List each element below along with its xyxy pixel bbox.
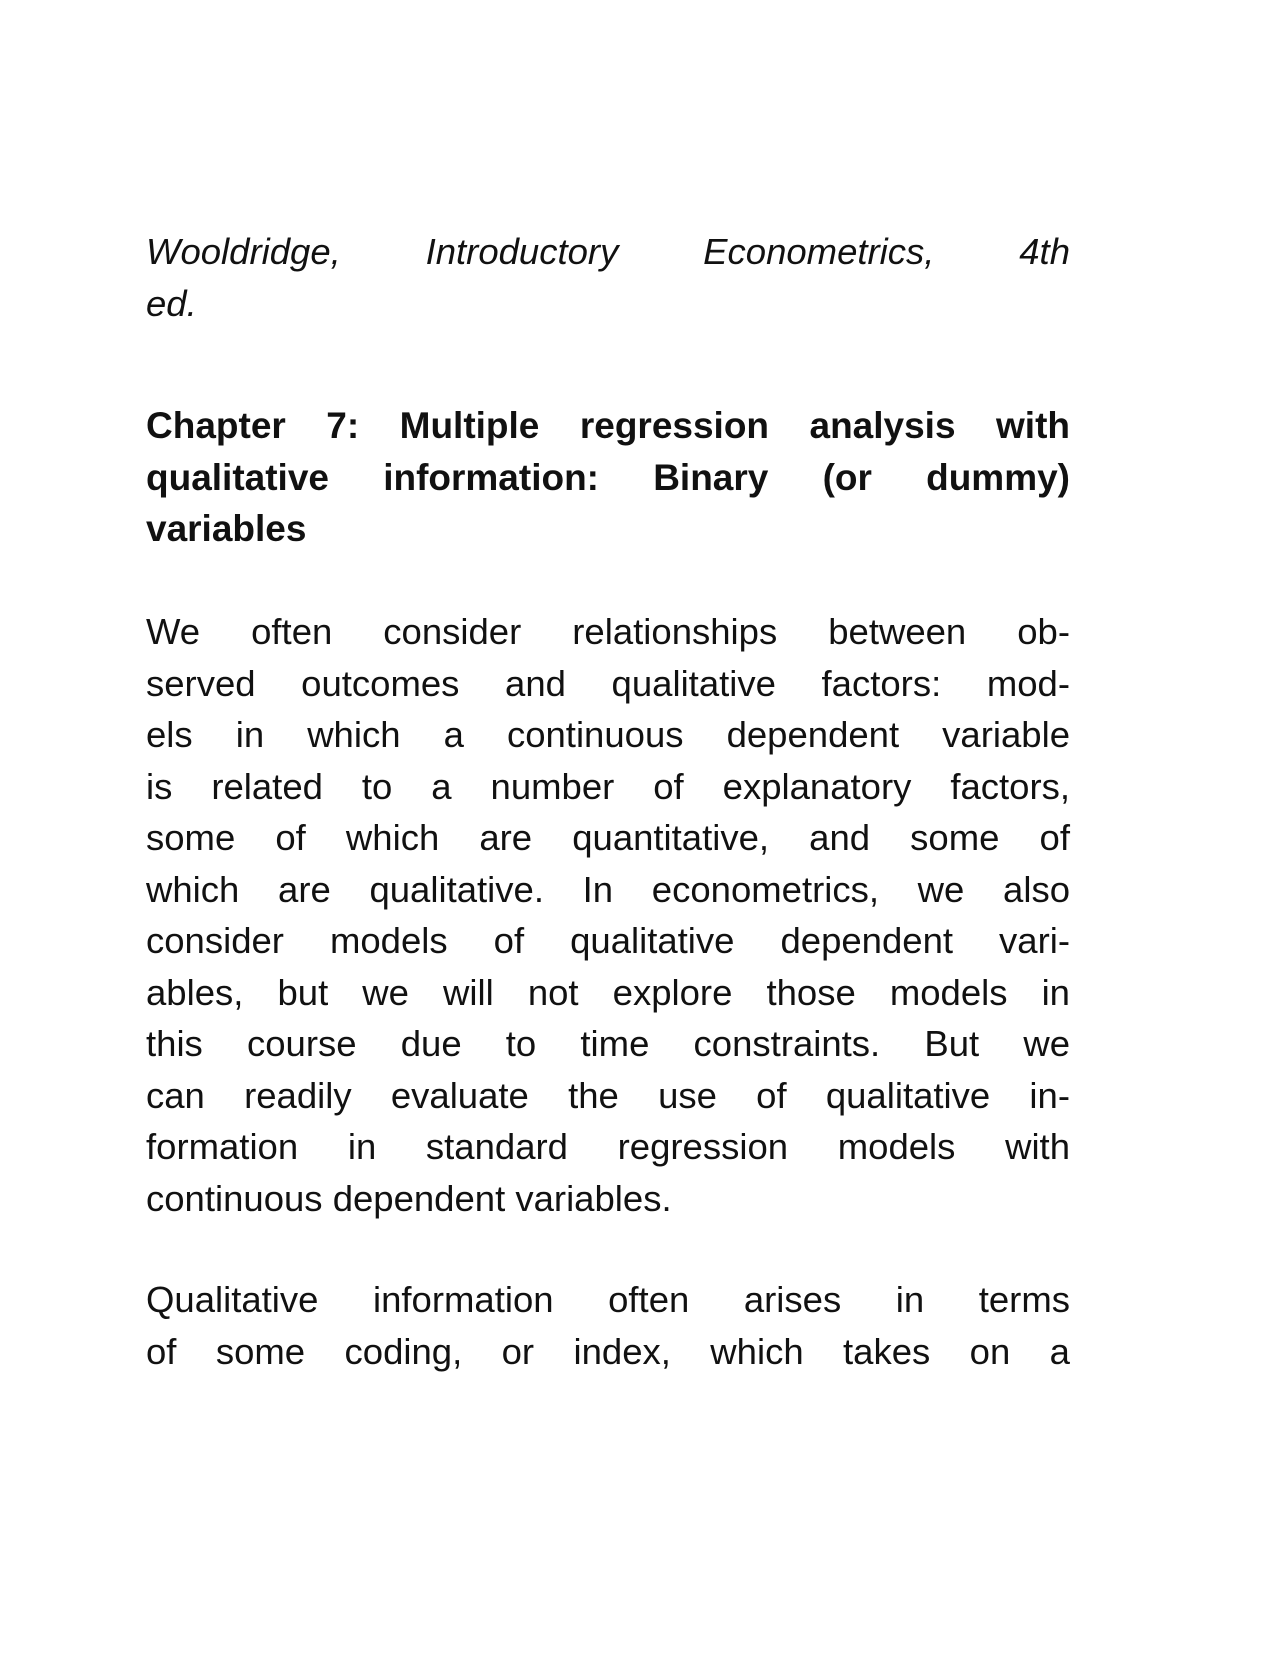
reference-line: ed. (146, 282, 197, 324)
paragraph-line: some of which are quantitative, and some of (146, 817, 1070, 858)
paragraph-line: ables, but we will not explore those models in (146, 971, 1070, 1013)
paragraph-line: can readily evaluate the use of qualitative in- (146, 1074, 1070, 1116)
paragraph-line: consider models of qualitative dependent vari- (146, 920, 1070, 961)
paragraph-line: continuous dependent variables. (146, 1177, 672, 1219)
heading-line: variables (146, 508, 307, 549)
heading-line: qualitative information: Binary (or dummy) (146, 456, 1070, 498)
reference-citation (146, 226, 1070, 329)
body-paragraph-2 (146, 1274, 1070, 1377)
reference-line: Wooldridge, Introductory Econometrics, 4th (146, 231, 1070, 272)
paragraph-line: We often consider relationships between ob- (146, 611, 1070, 652)
paragraph-line: this course due to time constraints. But we (146, 1023, 1070, 1064)
paragraph-line: els in which a continuous dependent variable (146, 714, 1070, 755)
chapter-heading (146, 400, 1070, 555)
body-paragraph-1 (146, 606, 1070, 1224)
paragraph-line: formation in standard regression models with (146, 1126, 1070, 1167)
paragraph-line: which are qualitative. In econometrics, we also (146, 868, 1070, 910)
heading-line: Chapter 7: Multiple regression analysis with (146, 405, 1070, 446)
paragraph-line: served outcomes and qualitative factors: mod- (146, 662, 1070, 704)
paragraph-line: Qualitative information often arises in terms (146, 1279, 1070, 1320)
paragraph-line: of some coding, or index, which takes on a (146, 1330, 1070, 1372)
paragraph-line: is related to a number of explanatory factors, (146, 765, 1070, 807)
